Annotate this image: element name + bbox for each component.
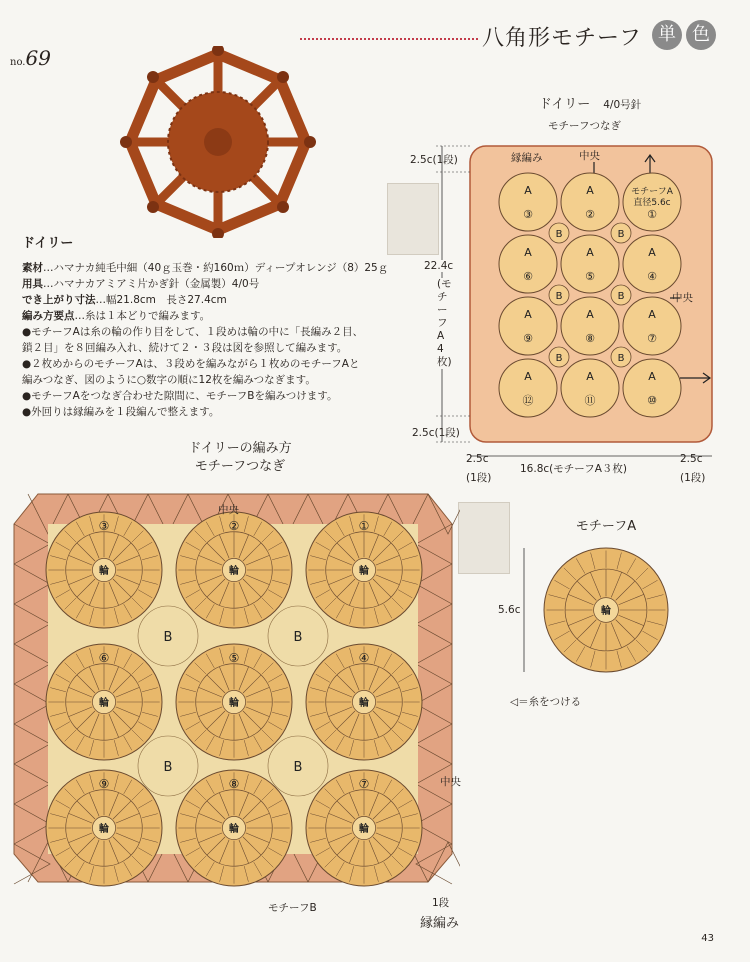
layout-motif-letter: A bbox=[648, 370, 656, 383]
dim-height: 22.4c bbox=[424, 260, 454, 272]
title-dotted-rule bbox=[300, 38, 478, 40]
chart-edge-label: 縁編み bbox=[420, 916, 460, 931]
layout-motif-number: ④ bbox=[647, 270, 657, 283]
step-line: ●２枚めからのモチーフAは、３段めを編みながら１枚めのモチーフAと bbox=[22, 358, 360, 370]
motif-ring-label: 輪 bbox=[99, 566, 109, 577]
layout-motif-b bbox=[611, 347, 631, 367]
chart-motif-b-label: モチーフB bbox=[268, 902, 317, 914]
layout-motif-letter: A bbox=[524, 308, 532, 321]
chart-motif-a bbox=[176, 644, 292, 760]
chart-row-label: 1段 bbox=[432, 897, 450, 909]
chart-motif-b bbox=[138, 606, 198, 666]
pattern-number: no.69 bbox=[10, 46, 51, 70]
layout-subtitle: モチーフつなぎ bbox=[548, 120, 621, 132]
layout-edge-label: 縁編み bbox=[511, 152, 543, 164]
chart-motif-number: ⑨ bbox=[98, 777, 110, 791]
chart-motif-number: ⑤ bbox=[228, 651, 240, 665]
motif-photo bbox=[112, 46, 324, 238]
layout-motif-letter: A bbox=[524, 370, 532, 383]
page-title: 八角形モチーフ bbox=[482, 26, 642, 51]
chart-motif-number: ⑥ bbox=[98, 651, 110, 665]
svg-text:B: B bbox=[555, 229, 563, 240]
motif-ring-label: 輪 bbox=[359, 824, 369, 835]
motif-ring-label: 輪 bbox=[359, 566, 369, 577]
layout-motif-number: ⑦ bbox=[647, 332, 657, 345]
motif-a-diagram bbox=[520, 534, 672, 686]
points-row: 編み方要点…糸は１本どりで編みます。 bbox=[22, 310, 211, 322]
layout-center-label: 中央 bbox=[579, 150, 600, 162]
size-row: でき上がり寸法…幅21.8cm 長さ27.4cm bbox=[22, 294, 227, 306]
svg-text:B: B bbox=[617, 229, 625, 240]
motif-a-circle bbox=[544, 548, 668, 672]
motif-a-legend: ◁＝糸をつける bbox=[510, 696, 582, 708]
layout-motif-number: ① bbox=[647, 208, 657, 221]
chart-motif-a bbox=[46, 644, 162, 760]
layout-motif-number: ③ bbox=[523, 208, 533, 221]
layout-motif-a bbox=[499, 359, 557, 417]
step-line: 鎖２目」を８回編み入れ、続けて２・３段は図を参照して編みます。 bbox=[22, 342, 348, 354]
layout-motif-a bbox=[499, 235, 557, 293]
motif-a-title: モチーフA bbox=[575, 519, 637, 534]
chart-motif-b bbox=[268, 606, 328, 666]
dim-width-left: 2.5c bbox=[466, 453, 489, 465]
layout-motif-a bbox=[561, 297, 619, 355]
layout-motif-b bbox=[549, 347, 569, 367]
layout-motif-a bbox=[561, 173, 619, 231]
layout-motif-number: ⑨ bbox=[523, 332, 533, 345]
step-line: 編みつなぎ、図のように○数字の順に12枚を編みつなぎます。 bbox=[22, 374, 316, 386]
dim-width-right-sub: (1段) bbox=[680, 472, 706, 484]
dim-top: 2.5c(1段) bbox=[410, 154, 458, 166]
model-thumbnail bbox=[458, 502, 510, 574]
motif-ring-label: 輪 bbox=[99, 698, 109, 709]
layout-motif-a bbox=[623, 173, 681, 231]
motif-ring-label: 輪 bbox=[359, 698, 369, 709]
tools-row: 用具…ハマナカアミアミ片かぎ針（金属製）4/0号 bbox=[22, 278, 260, 290]
svg-text:B: B bbox=[293, 630, 303, 645]
motif-ring-label: 輪 bbox=[229, 698, 239, 709]
layout-motif-letter: A bbox=[524, 184, 532, 197]
layout-motif-number: ⑥ bbox=[523, 270, 533, 283]
step-line: ●外回りは縁編みを１段編んで整えます。 bbox=[22, 406, 220, 418]
svg-text:B: B bbox=[555, 353, 563, 364]
chart-motif-number: ⑦ bbox=[358, 777, 370, 791]
badge-single: 単 bbox=[652, 20, 682, 50]
dim-height-note: (モチーフA4枚) bbox=[437, 278, 452, 368]
chart-motif-number: ④ bbox=[358, 651, 370, 665]
chart-motif-a bbox=[306, 512, 422, 628]
layout-motif-a bbox=[561, 359, 619, 417]
svg-text:B: B bbox=[293, 760, 303, 775]
layout-center-label-side: 中央 bbox=[672, 292, 693, 304]
layout-title: ドイリー 4/0号針 bbox=[538, 97, 642, 112]
chart-center-label: 中央 bbox=[218, 504, 239, 516]
chart-motif-a bbox=[306, 644, 422, 760]
layout-motif-b bbox=[611, 285, 631, 305]
info-heading: ドイリー bbox=[22, 236, 74, 251]
layout-motif-letter: A bbox=[586, 308, 594, 321]
layout-motif-b bbox=[549, 223, 569, 243]
layout-motif-number: ⑧ bbox=[585, 332, 595, 345]
chart-motif-number: ② bbox=[228, 519, 240, 533]
svg-text:B: B bbox=[617, 291, 625, 302]
layout-motif-letter: モチーフA bbox=[631, 187, 673, 197]
chart-center-label-side: 中央 bbox=[440, 776, 461, 788]
motif-ring-label: 輪 bbox=[229, 824, 239, 835]
layout-motif-number: ⑪ bbox=[584, 394, 596, 407]
layout-motif-a bbox=[623, 297, 681, 355]
step-line: ●モチーフAは糸の輪の作り目をして、１段めは輪の中に「長編み２目、 bbox=[22, 326, 364, 338]
layout-motif-number: ⑤ bbox=[585, 270, 595, 283]
chart-motif-a bbox=[46, 512, 162, 628]
chart-motif-b bbox=[138, 736, 198, 796]
page-header bbox=[300, 18, 740, 58]
step-line: ●モチーフAをつなぎ合わせた隙間に、モチーフBを編みつけます。 bbox=[22, 390, 338, 402]
materials-row: 素材…ハマナカ純毛中細（40ｇ玉巻・約160ｍ）ディープオレンジ（8）25ｇ bbox=[22, 262, 389, 274]
svg-text:B: B bbox=[163, 630, 173, 645]
motif-ring-label: 輪 bbox=[229, 566, 239, 577]
chart-motif-a bbox=[176, 512, 292, 628]
dim-bottom: 2.5c(1段) bbox=[412, 427, 460, 439]
chart-title: ドイリーの編み方 モチーフつなぎ bbox=[188, 441, 292, 474]
layout-motif-a bbox=[623, 235, 681, 293]
crochet-chart bbox=[8, 484, 460, 898]
layout-motif-number: ⑩ bbox=[647, 394, 657, 407]
layout-motif-a bbox=[561, 235, 619, 293]
chart-motif-number: ① bbox=[358, 519, 370, 533]
page-number: 43 bbox=[701, 933, 714, 944]
chart-motif-number: ③ bbox=[98, 519, 110, 533]
layout-motif-a bbox=[499, 173, 557, 231]
chart-motif-a bbox=[306, 770, 422, 886]
layout-motif-letter: A bbox=[648, 246, 656, 259]
chart-motif-a bbox=[46, 770, 162, 886]
layout-motif-letter: A bbox=[524, 246, 532, 259]
pattern-info bbox=[22, 236, 389, 420]
motif-ring-label: 輪 bbox=[99, 824, 109, 835]
layout-motif-b bbox=[549, 285, 569, 305]
motif-ring-label: 輪 bbox=[601, 606, 611, 617]
badge-color: 色 bbox=[686, 20, 716, 50]
layout-motif-a bbox=[623, 359, 681, 417]
layout-motif-number: ② bbox=[585, 208, 595, 221]
layout-motif-letter: A bbox=[648, 308, 656, 321]
svg-text:B: B bbox=[163, 760, 173, 775]
layout-motif-letter: A bbox=[586, 370, 594, 383]
svg-text:B: B bbox=[555, 291, 563, 302]
layout-motif-a bbox=[499, 297, 557, 355]
chart-motif-number: ⑧ bbox=[228, 777, 240, 791]
layout-motif-b bbox=[611, 223, 631, 243]
layout-motif-diameter: 直径5.6c bbox=[633, 198, 671, 208]
chart-motifs bbox=[46, 512, 422, 886]
dim-width-right: 2.5c bbox=[680, 453, 703, 465]
motif-a-size: 5.6c bbox=[498, 604, 521, 616]
layout-motif-letter: A bbox=[586, 246, 594, 259]
svg-text:B: B bbox=[617, 353, 625, 364]
chart-motif-a bbox=[176, 770, 292, 886]
chart-motif-b bbox=[268, 736, 328, 796]
dim-width-left-sub: (1段) bbox=[466, 472, 492, 484]
dim-width-mid: 16.8c(モチーフA３枚) bbox=[520, 463, 628, 475]
layout-motif-letter: A bbox=[586, 184, 594, 197]
layout-motif-number: ⑫ bbox=[522, 394, 534, 407]
